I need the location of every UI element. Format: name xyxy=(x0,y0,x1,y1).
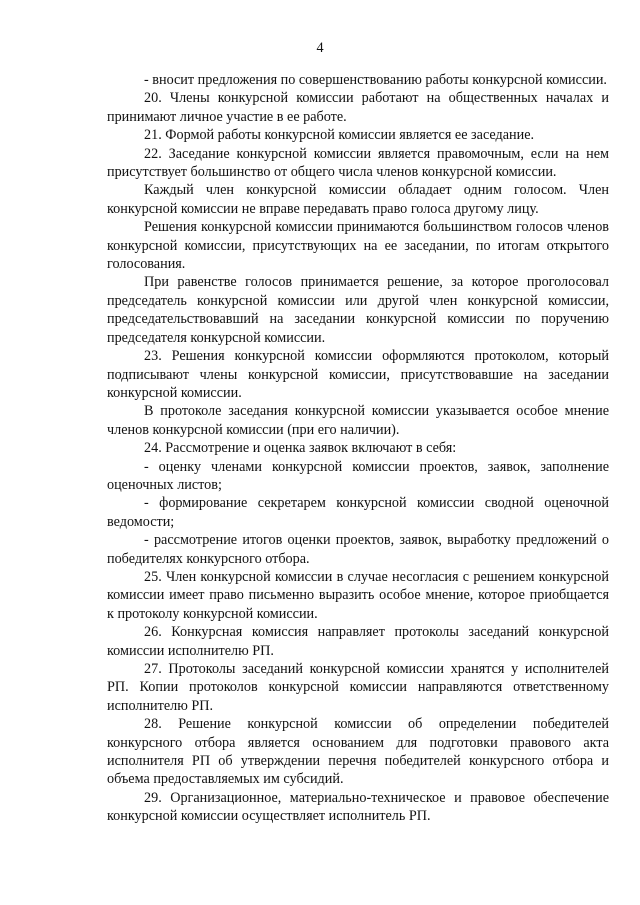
paragraph-24-bullet-1: - оценку членами конкурсной комиссии проектов, заявок, заполнение оценочных листов; xyxy=(107,458,609,493)
paragraph-25: 25. Член конкурсной комиссии в случае несогласия с решением конкурсной комиссии имеет право письменно выразить особое мнение, которое приобщается к протоколу конкурсной комиссии. xyxy=(107,568,609,622)
paragraph-27: 27. Протоколы заседаний конкурсной комиссии хранятся у исполнителей РП. Копии протоколов конкурсной комиссии направляются ответственному исполнителю РП. xyxy=(107,661,609,714)
paragraph-26: 26. Конкурсная комиссия направляет протоколы заседаний конкурсной комиссии исполнителю РП. xyxy=(107,624,609,659)
paragraph-22-votes: Каждый член конкурсной комиссии обладает одним голосом. Член конкурсной комиссии не вправе передавать право голоса другому лицу. xyxy=(107,182,609,217)
paragraph-20: 20. Члены конкурсной комиссии работают на общественных началах и принимают личное участие в ее работе. xyxy=(107,90,609,125)
document-body xyxy=(107,71,609,826)
paragraph-29: 29. Организационное, материально-техническое и правовое обеспечение конкурсной комиссии осуществляет исполнитель РП. xyxy=(107,789,609,825)
paragraph-21: 21. Формой работы конкурсной комиссии является ее заседание. xyxy=(144,127,535,144)
paragraph-bullet-proposals: - вносит предложения по совершенствованию работы конкурсной комиссии. xyxy=(144,72,607,88)
paragraph-23: 23. Решения конкурсной комиссии оформляются протоколом, который подписывают члены конкурсной комиссии, присутствовавшие на заседании конкурсной комиссии. xyxy=(107,348,609,401)
page-number: 4 xyxy=(316,40,324,56)
paragraph-22: 22. Заседание конкурсной комиссии является правомочным, если на нем присутствует большинство от общего числа членов конкурсной комиссии. xyxy=(107,145,609,181)
paragraph-22-decisions: Решения конкурсной комиссии принимаются большинством голосов членов конкурсной комиссии, присутствующих на ее заседании, по итогам открытого голосования. xyxy=(107,219,609,273)
paragraph-28: 28. Решение конкурсной комиссии об определении победителей конкурсного отбора является основанием для подготовки правового акта исполнителя РП об утверждении перечня победителей конкурсного отбора и объема предоставляемых им субсидий. xyxy=(107,716,609,788)
paragraph-24-bullet-2: - формирование секретарем конкурсной комиссии сводной оценочной ведомости; xyxy=(107,495,609,530)
paragraph-24: 24. Рассмотрение и оценка заявок включают в себя: xyxy=(144,440,457,457)
paragraph-24-bullet-3: - рассмотрение итогов оценки проектов, заявок, выработку предложений о победителях конкурсного отбора. xyxy=(107,532,609,567)
paragraph-22-tie: При равенстве голосов принимается решение, за которое проголосовал председатель конкурсной комиссии или другой член конкурсной комиссии, председательствовавший на заседании конкурсной комиссии по поручению председателя конкурсной комиссии. xyxy=(107,274,609,346)
paragraph-23-minutes: В протоколе заседания конкурсной комиссии указывается особое мнение членов конкурсной комиссии (при его наличии). xyxy=(107,403,609,438)
